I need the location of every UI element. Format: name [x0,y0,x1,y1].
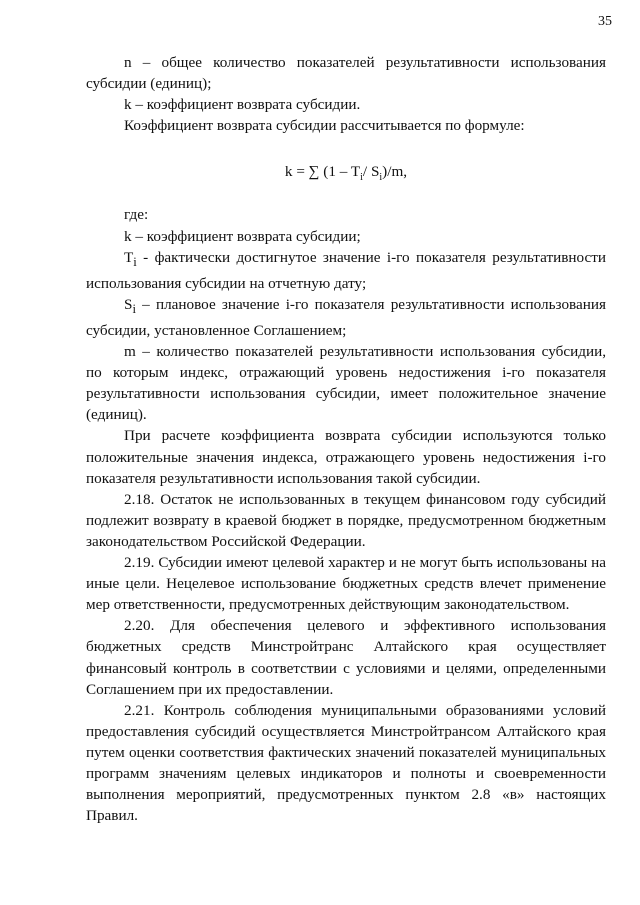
paragraph-2-18: 2.18. Остаток не использованных в текущем финансовом году субсидий подлежит возврату в краевой бюджет в порядке, предусмотренном бюджетным законодательством Российской Федерации. [86,490,606,550]
paragraph-k-repeat: k – коэффициент возврата субсидии; [124,227,361,245]
paragraph-t-definition [86,247,606,294]
paragraph-2-21: 2.21. Контроль соблюдения муниципальными образованиями условий предоставления субсидий осуществляется Минстройтрансом Алтайского края путем оценки соответствия фактических значений показателей муниципальных программ значениям целевых индикаторов и полноты и своевременности выполнения мероприятий, предусмотренных пунктом 2.8 «в» настоящих Правил. [86,701,606,825]
formula-mid: / S [362,163,380,181]
paragraph-s-definition [86,294,606,341]
formula-sub-s: i [379,172,383,184]
formula-tail: )/m, [382,163,408,181]
formula-lhs: k = ∑ (1 – T [284,163,361,181]
formula [86,161,606,182]
paragraph-2-20: 2.20. Для обеспечения целевого и эффективного использования бюджетных средств Минстройтранс Алтайского края осуществляет финансовый контроль в соответствии с условиями и целями, определенными Соглашением при их предоставлении. [86,617,606,698]
variable-t-text: - фактически достигнутое значение i-го показателя результативности использования субсидии на отчетную дату; [86,248,606,292]
paragraph-n-definition: n – общее количество показателей результативности использования субсидии (единиц); [86,54,606,93]
variable-s-sub: i [132,301,136,316]
variable-s: S [124,295,133,313]
paragraph-k-definition: k – коэффициент возврата субсидии. [124,96,361,114]
formula-sub-t: i [360,172,363,184]
paragraph-positive-values: При расчете коэффициента возврата субсидии используются только положительные значения индекса, отражающего уровень недостижения i-го показателя результативности использования такой субсидии. [86,427,606,487]
page-number: 35 [598,14,612,29]
variable-s-text: – плановое значение i-го показателя результативности использования субсидии, установленное Соглашением; [86,295,606,339]
paragraph-where: где: [124,206,149,224]
paragraph-formula-intro: Коэффициент возврата субсидии рассчитывается по формуле: [124,117,525,135]
paragraph-m-definition: m – количество показателей результативности использования субсидии, по которым индекс, отражающий уровень недостижения i-го показателя результативности использования субсидии, имеет положительное значение (единиц). [86,343,606,424]
variable-t: T [124,248,134,266]
variable-t-sub: i [133,254,137,269]
document-body [86,52,606,826]
paragraph-2-19: 2.19. Субсидии имеют целевой характер и не могут быть использованы на иные цели. Нецелевое использование бюджетных средств влечет применение мер ответственности, предусмотренных действующим законодательством. [86,554,606,614]
